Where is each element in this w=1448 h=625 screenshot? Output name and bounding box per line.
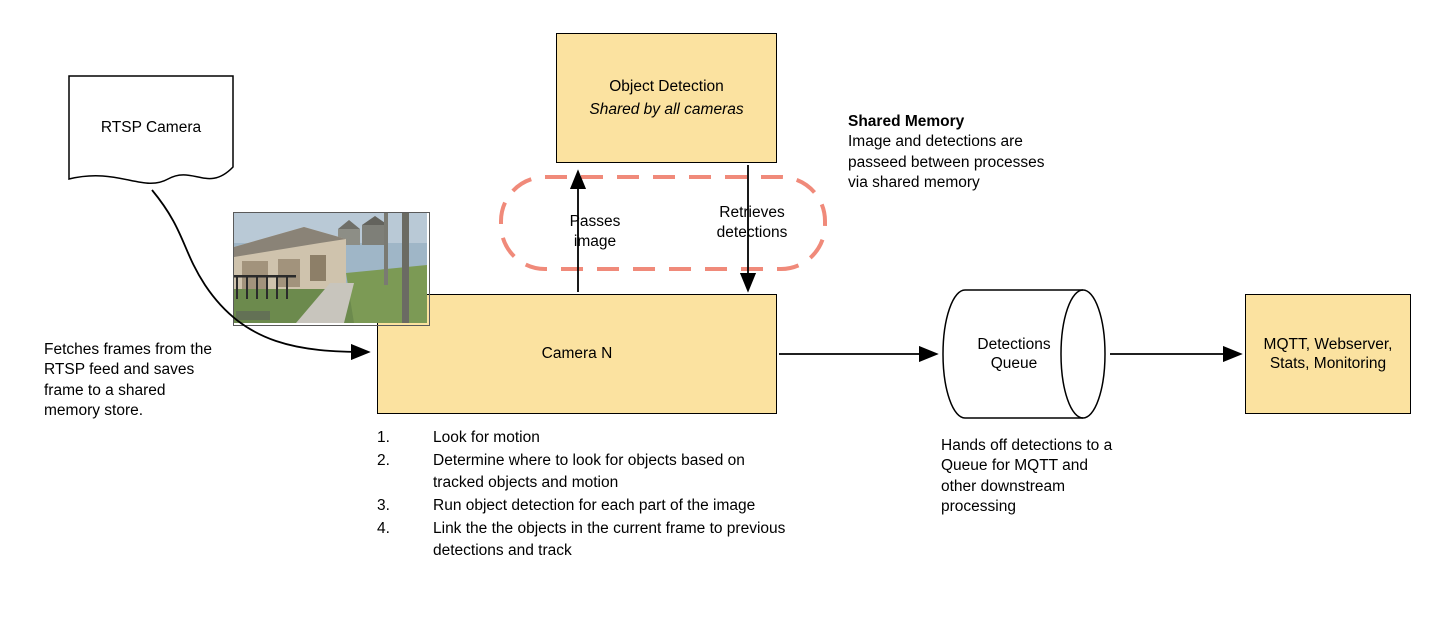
list-item-number: 3. xyxy=(377,497,390,514)
list-item xyxy=(377,495,797,517)
detections-queue-label: Detections Queue xyxy=(977,335,1051,372)
list-item xyxy=(377,427,797,449)
node-consumers[interactable] xyxy=(1245,294,1411,414)
list-item-text: Determine where to look for objects based on tracked objects and motion xyxy=(433,452,745,491)
node-rtsp-camera[interactable] xyxy=(68,75,234,190)
object-detection-subtitle: Shared by all cameras xyxy=(589,100,744,118)
list-item-text: Look for motion xyxy=(433,429,540,446)
node-camera-n[interactable] xyxy=(377,294,777,414)
camera-steps-list xyxy=(377,427,797,563)
camera-snapshot-thumbnail xyxy=(233,212,430,326)
shared-memory-heading: Shared Memory xyxy=(848,113,965,130)
edge-label-passes-image: Passes image xyxy=(569,213,621,251)
camera-n-label: Camera N xyxy=(541,345,613,363)
object-detection-title: Object Detection xyxy=(609,78,724,96)
annotation-fetch-note: Fetches frames from the RTSP feed and saves frame to a shared memory store. xyxy=(44,341,212,420)
annotation-shared-memory xyxy=(848,112,1060,194)
list-item-text: Run object detection for each part of the image xyxy=(433,497,756,514)
list-item xyxy=(377,450,797,494)
node-detections-queue[interactable] xyxy=(941,288,1107,420)
shared-memory-body: Image and detections are passeed between processes via shared memory xyxy=(848,133,1045,192)
annotation-queue-note: Hands off detections to a Queue for MQTT and other downstream processing xyxy=(941,437,1113,516)
list-item-number: 1. xyxy=(377,429,390,446)
node-object-detection[interactable] xyxy=(556,33,777,163)
rtsp-camera-label: RTSP Camera xyxy=(100,119,202,136)
list-item-number: 4. xyxy=(377,520,390,537)
list-item xyxy=(377,518,797,562)
list-item-number: 2. xyxy=(377,452,390,469)
edge-label-retrieves-detections: Retrieves detections xyxy=(716,204,788,242)
snapshot-scene xyxy=(234,213,427,323)
consumers-label: MQTT, Webserver, Stats, Monitoring xyxy=(1263,335,1393,372)
list-item-text: Link the the objects in the current frame to previous detections and track xyxy=(433,520,786,559)
